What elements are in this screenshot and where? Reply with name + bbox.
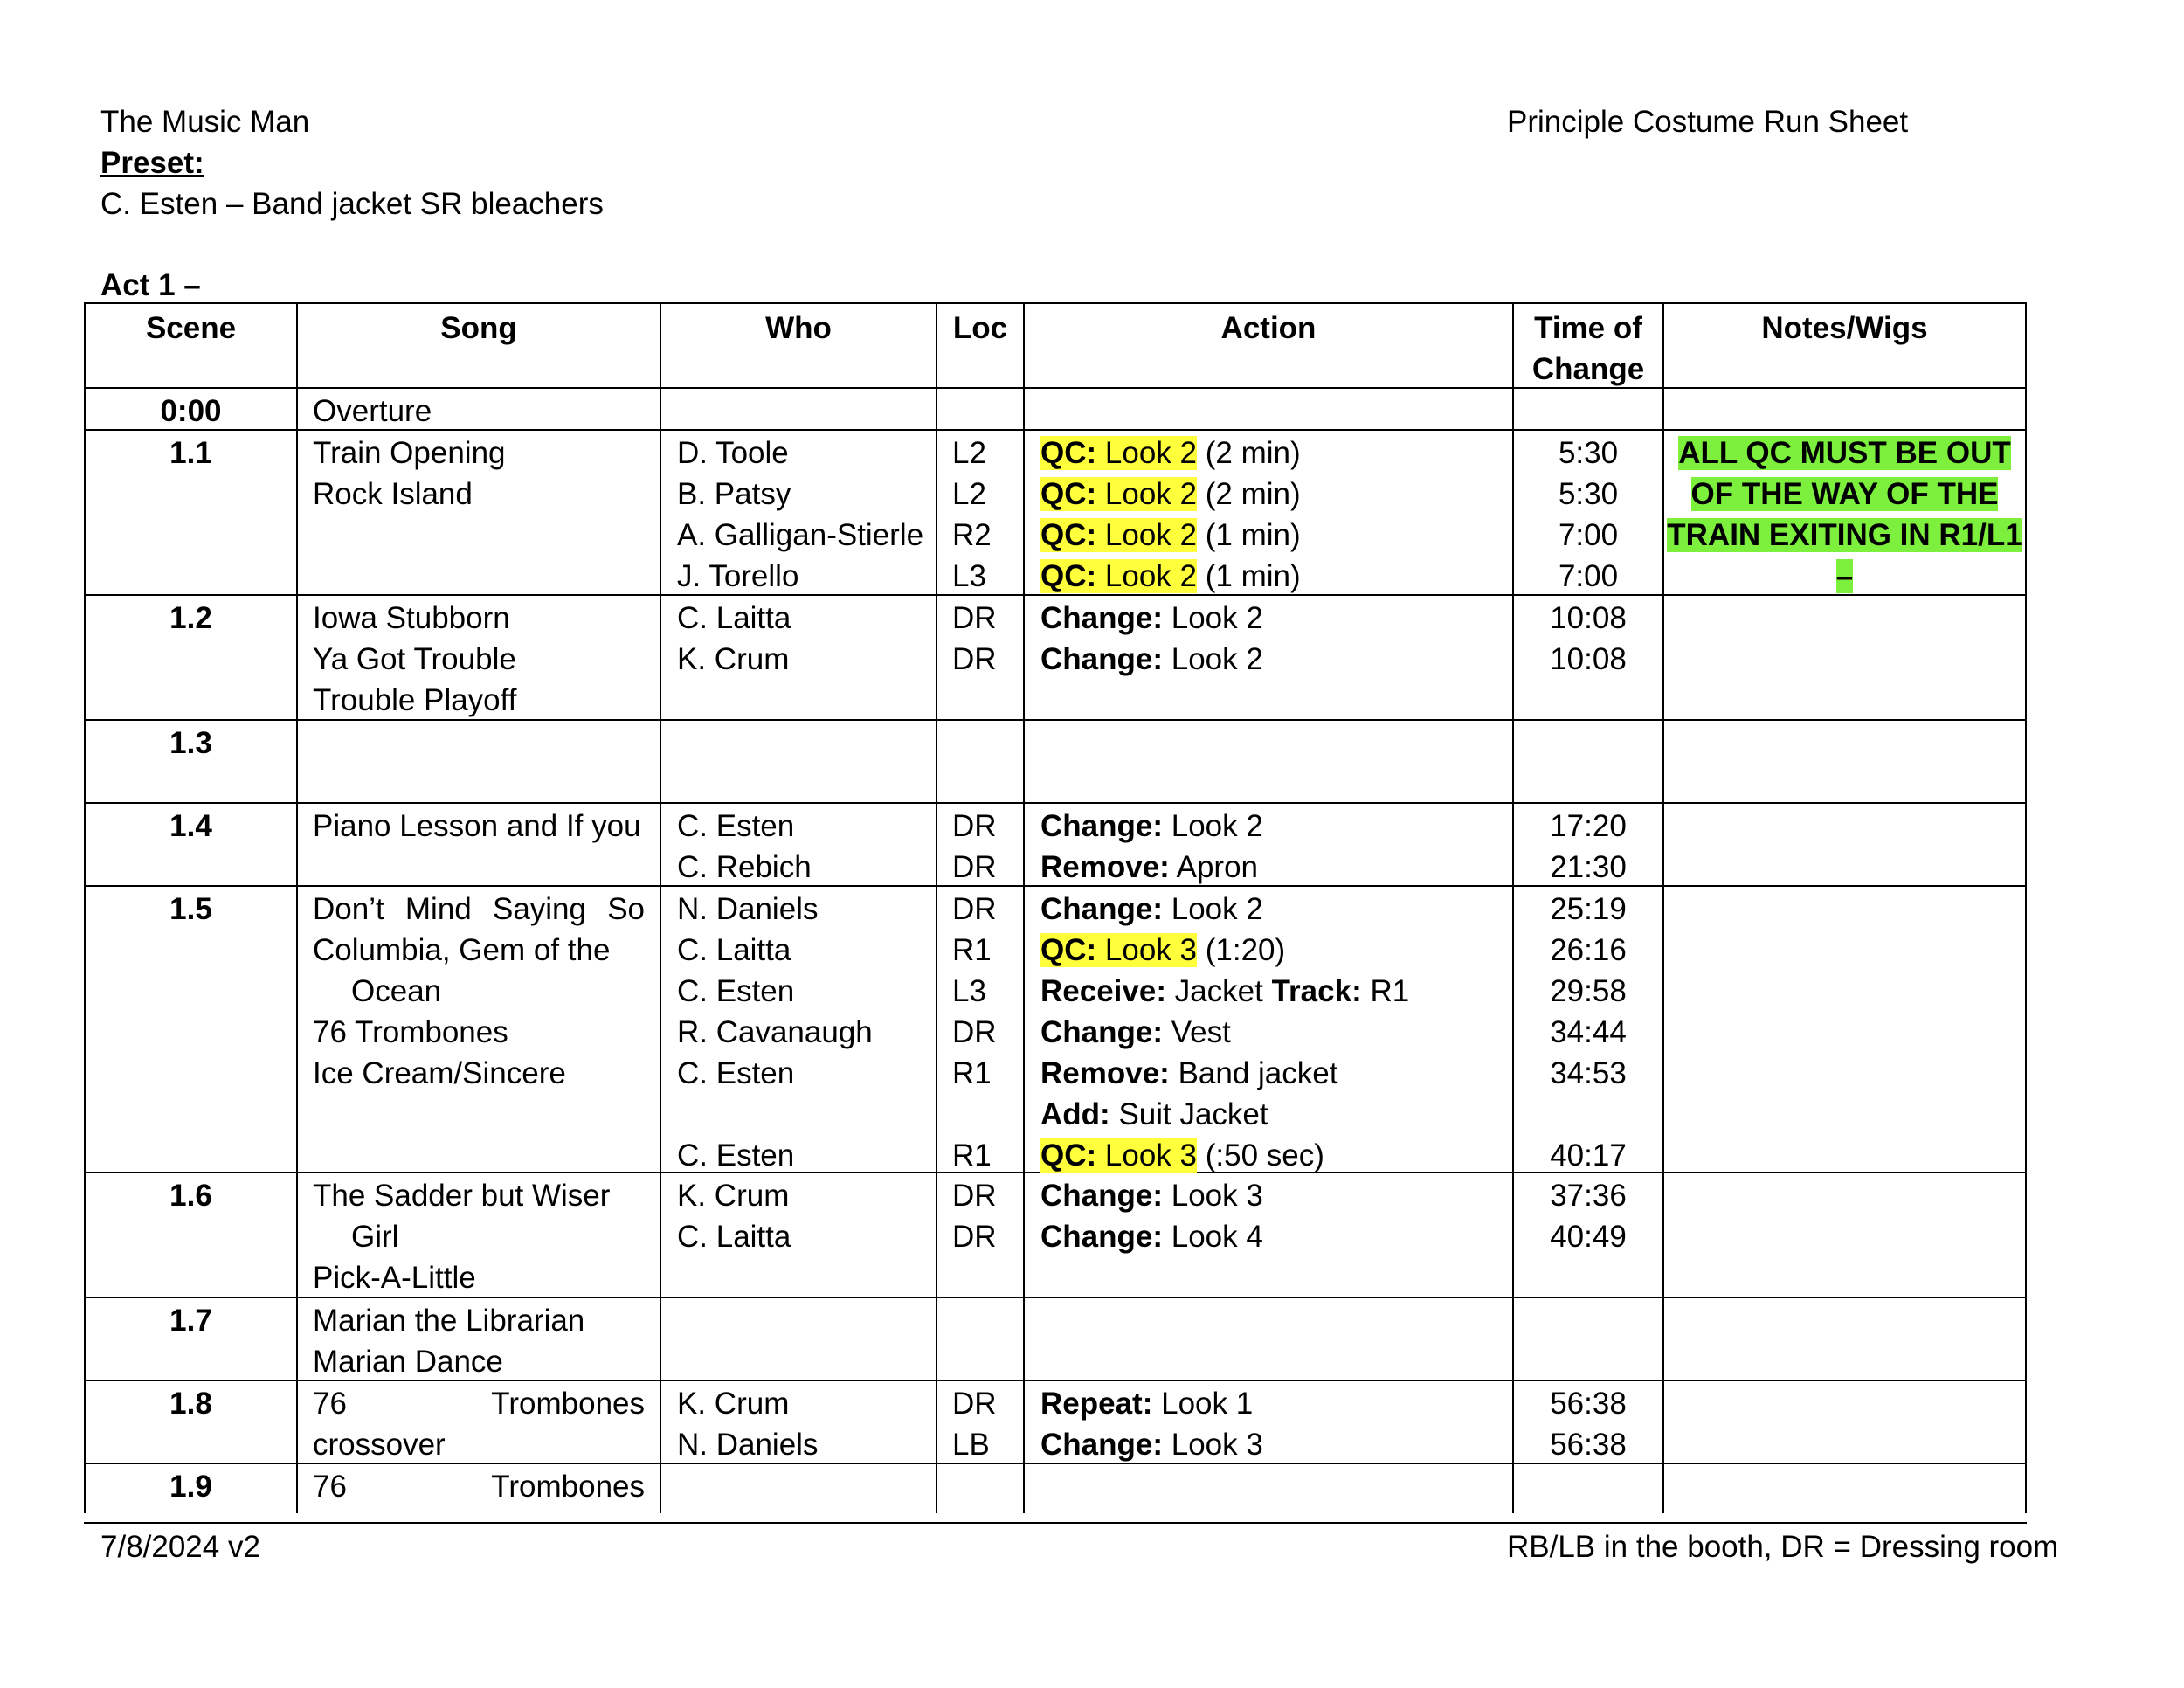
action-item (1040, 1216, 1263, 1257)
change-time: 40:49 (1550, 1220, 1627, 1254)
action-item (1040, 1383, 1263, 1424)
action-item (1040, 515, 1301, 556)
column-header-loc: Loc (952, 311, 1008, 345)
change-time: 26:16 (1550, 933, 1627, 967)
song-name: Trouble Playoff (313, 683, 517, 717)
song-list (313, 806, 641, 847)
action-label: QC: (1040, 933, 1097, 967)
performer-name: C. Esten (677, 1056, 795, 1090)
action-extra: (2 min) (1205, 436, 1301, 470)
change-time: 34:53 (1550, 1056, 1627, 1090)
action-label: Remove: (1040, 1056, 1170, 1090)
action-value: R1 (1370, 974, 1410, 1008)
document-type: Principle Costume Run Sheet (1507, 105, 1909, 139)
change-time: 29:58 (1550, 974, 1627, 1008)
scene-number: 1.4 (169, 809, 212, 843)
performer-name: B. Patsy (677, 477, 791, 511)
change-time: 25:19 (1550, 892, 1627, 926)
action-label: Change: (1040, 1428, 1163, 1462)
action-list (1040, 1175, 1263, 1257)
action-value: Vest (1171, 1015, 1231, 1049)
action-label: Receive: (1040, 974, 1166, 1008)
song-name: Columbia, Gem of the (313, 933, 611, 967)
action-item (1040, 1424, 1263, 1465)
song-name: Ya Got Trouble (313, 642, 516, 676)
loc-list (952, 1383, 997, 1465)
song-list (313, 1175, 610, 1298)
song-name: Girl (351, 1220, 399, 1254)
song-name: Marian the Librarian (313, 1304, 585, 1338)
location-code: DR (952, 1220, 997, 1254)
action-value: Suit Jacket (1118, 1097, 1268, 1131)
column-header-action: Action (1220, 311, 1317, 345)
column-header-scene: Scene (145, 311, 237, 345)
action-item (1040, 432, 1301, 474)
location-code: R1 (952, 1138, 992, 1173)
song-name: 76 Trombones (313, 1387, 645, 1421)
performer-name: J. Torello (677, 559, 799, 593)
location-code: DR (952, 642, 997, 676)
loc-list (952, 889, 997, 1176)
location-code: DR (952, 1015, 997, 1049)
table-rule (1023, 302, 1025, 1513)
action-list (1040, 889, 1409, 1176)
action-value: Band jacket (1178, 1056, 1338, 1090)
song-name: 76 Trombones (313, 1015, 508, 1049)
action-extra: (2 min) (1205, 477, 1301, 511)
table-rule (936, 302, 937, 1513)
song-list (313, 598, 516, 721)
change-time: 7:00 (1558, 559, 1619, 593)
action-list (1040, 432, 1301, 597)
action-extra: (1 min) (1205, 518, 1301, 552)
action-value: Look 2 (1171, 892, 1263, 926)
change-time: 21:30 (1550, 850, 1627, 884)
action-value: Apron (1176, 850, 1259, 884)
location-code: R2 (952, 518, 992, 552)
change-time: 17:20 (1550, 809, 1627, 843)
location-code: DR (952, 601, 997, 635)
action-value: Look 3 (1104, 1138, 1197, 1173)
performer-name: C. Esten (677, 974, 795, 1008)
change-time: 10:08 (1550, 642, 1627, 676)
change-time: 34:44 (1550, 1015, 1627, 1049)
time-list (1514, 598, 1662, 680)
document-title: The Music Man (100, 105, 310, 139)
action-value: Look 2 (1104, 559, 1197, 593)
scene-number: 1.8 (169, 1387, 212, 1421)
performer-name: C. Laitta (677, 601, 791, 635)
action-item (1040, 930, 1409, 971)
column-header-time-line1: Time of (1534, 311, 1642, 345)
performer-name: A. Galligan-Stierle (677, 518, 924, 552)
table-rule (2025, 302, 2027, 1513)
song-name: Marian Dance (313, 1345, 503, 1379)
song-list (313, 1300, 584, 1382)
location-code: R1 (952, 1056, 992, 1090)
action-value: Look 2 (1171, 601, 1263, 635)
notes-warning (1664, 432, 2025, 597)
scene-number: 1.2 (169, 601, 212, 635)
location-code: DR (952, 1387, 997, 1421)
location-code: R1 (952, 933, 992, 967)
action-item (1040, 1012, 1409, 1053)
song-name: 76 Trombones (313, 1470, 645, 1504)
action-item (1040, 639, 1263, 680)
scene-number: 1.7 (169, 1304, 212, 1338)
performer-name: C. Esten (677, 809, 795, 843)
performer-name: C. Laitta (677, 1220, 791, 1254)
performer-name: N. Daniels (677, 1428, 819, 1462)
action-value: Look 2 (1104, 477, 1197, 511)
song-list (313, 391, 432, 432)
loc-list (952, 806, 997, 888)
action-label: Remove: (1040, 850, 1170, 884)
song-name: Iowa Stubborn (313, 601, 510, 635)
who-list (677, 432, 923, 597)
table-rule (84, 302, 2027, 304)
location-code: DR (952, 892, 997, 926)
action-item (1040, 556, 1301, 597)
song-name: Piano Lesson and If you (313, 809, 641, 843)
location-code: L2 (952, 477, 986, 511)
who-list (677, 1383, 818, 1465)
act-label: Act 1 – (100, 268, 201, 302)
action-extra: (:50 sec) (1205, 1138, 1324, 1173)
action-value: Look 4 (1171, 1220, 1263, 1254)
performer-name: K. Crum (677, 1387, 790, 1421)
performer-name: C. Esten (677, 1138, 795, 1173)
song-name: Pick-A-Little (313, 1261, 476, 1295)
action-list (1040, 806, 1263, 888)
scene-number: 1.1 (169, 436, 212, 470)
action-value: Look 3 (1171, 1179, 1263, 1213)
action-item (1040, 1053, 1409, 1094)
action-label: Change: (1040, 1179, 1163, 1213)
change-time: 5:30 (1558, 477, 1619, 511)
action-value: Look 2 (1171, 809, 1263, 843)
change-time: 7:00 (1558, 518, 1619, 552)
location-code: L3 (952, 559, 986, 593)
action-item (1040, 474, 1301, 515)
action-label: Change: (1040, 1015, 1163, 1049)
performer-name: C. Rebich (677, 850, 812, 884)
song-name: Don’t Mind Saying So (313, 892, 645, 926)
preset-label: Preset: (100, 146, 204, 180)
action-item (1040, 847, 1263, 888)
action-label: Track: (1271, 974, 1362, 1008)
action-label: Add: (1040, 1097, 1110, 1131)
performer-name: K. Crum (677, 1179, 790, 1213)
scene-number: 1.5 (169, 892, 212, 926)
action-item (1040, 598, 1263, 639)
change-time: 56:38 (1550, 1387, 1627, 1421)
action-value: Look 3 (1171, 1428, 1263, 1462)
column-header-time (1514, 308, 1662, 390)
action-label: QC: (1040, 559, 1097, 593)
location-code: DR (952, 809, 997, 843)
action-extra: (1:20) (1205, 933, 1286, 967)
action-item (1040, 1094, 1409, 1135)
change-time: 10:08 (1550, 601, 1627, 635)
action-value: Look 2 (1104, 436, 1197, 470)
song-list (313, 432, 506, 515)
action-label: QC: (1040, 436, 1097, 470)
who-list (677, 889, 873, 1176)
action-extra: (1 min) (1205, 559, 1301, 593)
footer-date-version: 7/8/2024 v2 (100, 1530, 260, 1564)
table-rule (84, 387, 2027, 389)
action-label: QC: (1040, 477, 1097, 511)
action-label: Change: (1040, 809, 1163, 843)
action-value: Look 2 (1171, 642, 1263, 676)
location-code: L2 (952, 436, 986, 470)
note-line: OF THE WAY OF THE (1690, 477, 1999, 511)
song-name: Overture (313, 394, 432, 428)
action-value: Look 3 (1104, 933, 1197, 967)
action-label: Change: (1040, 601, 1163, 635)
location-code: LB (952, 1428, 990, 1462)
action-item (1040, 1135, 1409, 1176)
time-list (1514, 432, 1662, 597)
song-name: Ice Cream/Sincere (313, 1056, 566, 1090)
column-header-notes: Notes/Wigs (1761, 311, 1928, 345)
preset-item: C. Esten – Band jacket SR bleachers (100, 187, 604, 221)
song-list (313, 1466, 645, 1507)
note-line: – (1835, 559, 1854, 593)
location-code: L3 (952, 974, 986, 1008)
table-rule (296, 302, 298, 1513)
table-rule (660, 302, 661, 1513)
action-label: QC: (1040, 518, 1097, 552)
performer-name: N. Daniels (677, 892, 819, 926)
note-line: TRAIN EXITING IN R1/L1 (1667, 518, 2022, 552)
action-label: QC: (1040, 1138, 1097, 1173)
table-rule (84, 1522, 2027, 1524)
action-label: Change: (1040, 1220, 1163, 1254)
song-list (313, 889, 645, 1094)
action-item (1040, 1175, 1263, 1216)
action-item (1040, 971, 1409, 1012)
time-list (1514, 806, 1662, 888)
scene-number: 0:00 (160, 394, 222, 428)
performer-name: R. Cavanaugh (677, 1015, 873, 1049)
scene-number: 1.9 (169, 1470, 212, 1504)
location-code: DR (952, 850, 997, 884)
change-time: 37:36 (1550, 1179, 1627, 1213)
column-header-time-line2: Change (1531, 352, 1645, 386)
who-list (677, 1175, 791, 1257)
action-item (1040, 889, 1409, 930)
action-label: Change: (1040, 892, 1163, 926)
action-value: Look 2 (1104, 518, 1197, 552)
action-list (1040, 598, 1263, 680)
song-name: Rock Island (313, 477, 473, 511)
loc-list (952, 1175, 997, 1257)
performer-name: K. Crum (677, 642, 790, 676)
loc-list (952, 598, 997, 680)
change-time: 40:17 (1550, 1138, 1627, 1173)
performer-name: C. Laitta (677, 933, 791, 967)
column-header-who: Who (765, 311, 832, 345)
action-value: Jacket (1174, 974, 1263, 1008)
action-label: Repeat: (1040, 1387, 1153, 1421)
column-header-song: Song (440, 311, 517, 345)
footer-legend: RB/LB in the booth, DR = Dressing room (1507, 1530, 2059, 1564)
who-list (677, 598, 791, 680)
performer-name: D. Toole (677, 436, 789, 470)
location-code: DR (952, 1179, 997, 1213)
time-list (1514, 1175, 1662, 1257)
table-rule (84, 802, 2027, 804)
loc-list (952, 432, 992, 597)
time-list (1514, 1383, 1662, 1465)
scene-number: 1.3 (169, 726, 212, 760)
action-label: Change: (1040, 642, 1163, 676)
song-name: Ocean (351, 974, 442, 1008)
song-list (313, 1383, 645, 1465)
song-name: Train Opening (313, 436, 506, 470)
action-list (1040, 1383, 1263, 1465)
scene-number: 1.6 (169, 1179, 212, 1213)
note-line: ALL QC MUST BE OUT (1678, 436, 2011, 470)
who-list (677, 806, 812, 888)
action-item (1040, 806, 1263, 847)
action-value: Look 1 (1161, 1387, 1254, 1421)
change-time: 56:38 (1550, 1428, 1627, 1462)
time-list (1514, 889, 1662, 1176)
song-name: The Sadder but Wiser (313, 1179, 611, 1213)
change-time: 5:30 (1558, 436, 1619, 470)
song-name: crossover (313, 1428, 446, 1462)
